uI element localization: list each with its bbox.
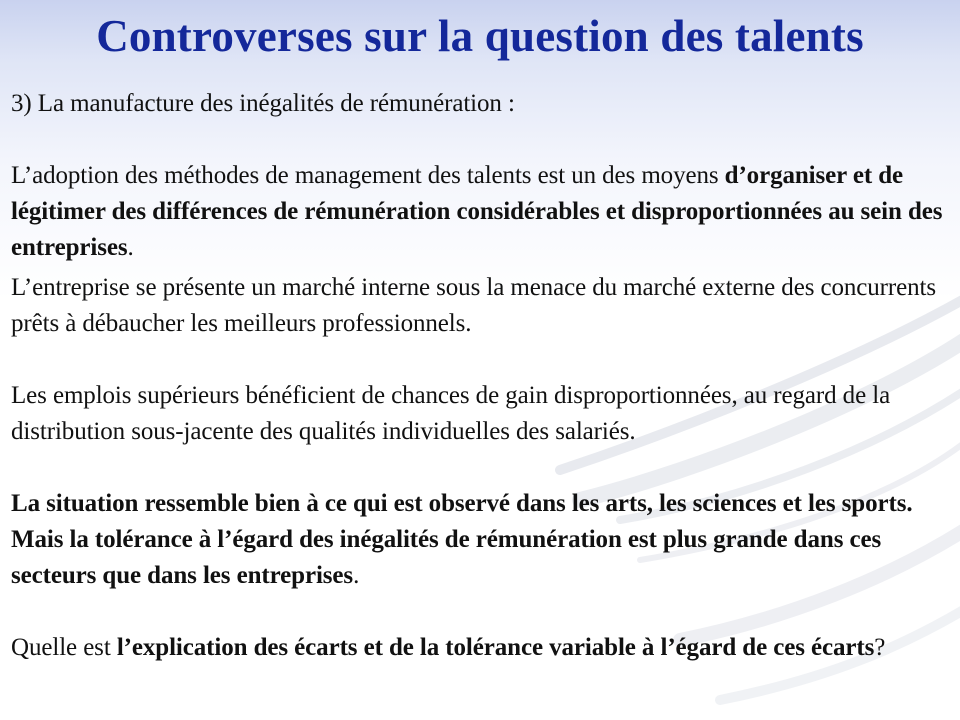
paragraph-question-bold: l’explication des écarts et de la tolérance variable à l’égard de ces écarts: [116, 634, 875, 661]
paragraph-emplois: Les emplois supérieurs bénéficient de chances de gain disproportionnées, au regard de la distribution sous-jacente des qualités individuelles des salariés.: [11, 382, 891, 445]
paragraph-question-text-2: ?: [874, 634, 886, 661]
paragraph-adoption: [11, 158, 951, 266]
paragraph-adoption-text-1: L’adoption des méthodes de management des talents est un des moyens: [11, 162, 725, 189]
paragraph-situation-bold: La situation ressemble bien à ce qui est observé dans les arts, les sciences et les sports. Mais la tolérance à l’égard des inégalités de rémunération est plus grande dans ces secteurs que dans les entreprises: [11, 490, 913, 589]
section-subtitle: 3) La manufacture des inégalités de rémunération :: [11, 90, 515, 117]
paragraph-adoption-text-2: .: [127, 234, 134, 261]
paragraph-situation-text-1: .: [353, 562, 360, 589]
slide-title: Controverses sur la question des talents: [96, 11, 864, 61]
paragraph-adoption-bold: d’organiser et de légitimer des différences de rémunération considérables et disproportionnées au sein des entreprises: [11, 162, 943, 261]
paragraph-situation: [11, 486, 951, 594]
paragraph-question: [11, 630, 951, 666]
paragraph-entreprise: L’entreprise se présente un marché interne sous la menace du marché externe des concurrents prêts à débaucher les meilleurs professionnels.: [11, 274, 936, 337]
paragraph-question-text-1: Quelle est: [11, 634, 117, 661]
